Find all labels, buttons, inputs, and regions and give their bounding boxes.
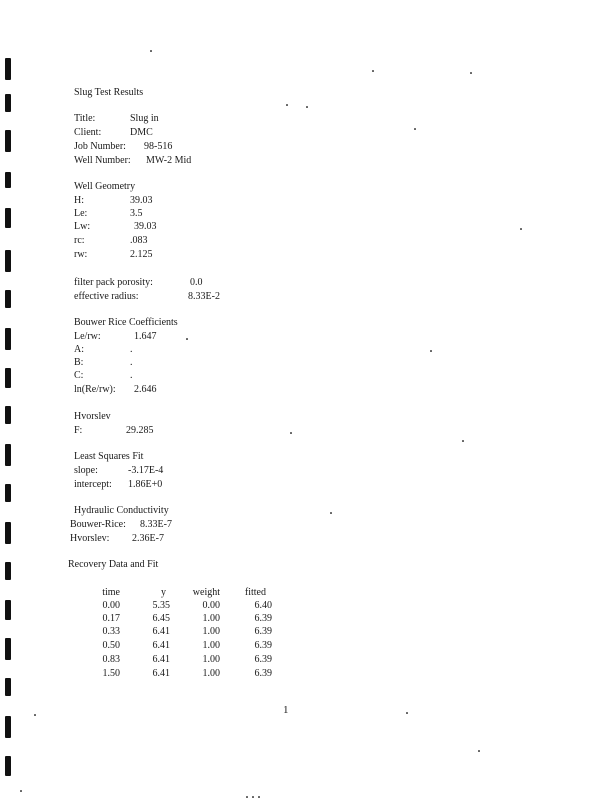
table-cell-time: 0.17	[102, 613, 120, 624]
bouwer-rice-k-label: Bouwer-Rice:	[70, 519, 126, 530]
slope-label: slope:	[74, 465, 98, 476]
page-number: 1	[283, 704, 289, 716]
b-label: B:	[74, 357, 84, 368]
punch-hole	[5, 756, 11, 776]
table-cell-time: 0.33	[102, 626, 120, 637]
punch-hole	[5, 290, 11, 308]
table-cell-fitted: 6.39	[254, 613, 272, 624]
punch-hole	[5, 444, 11, 466]
punch-hole	[5, 172, 11, 188]
recovery-data-heading: Recovery Data and Fit	[68, 559, 159, 570]
table-cell-time: 0.83	[102, 654, 120, 665]
ln-re-rw-label: ln(Re/rw):	[74, 384, 116, 395]
job-number-value: 98-516	[144, 141, 173, 152]
scan-speck	[470, 72, 472, 74]
scan-speck	[406, 712, 408, 714]
table-cell-fitted: 6.40	[254, 600, 272, 611]
le-rw-value: 1.647	[134, 331, 157, 342]
scan-speck	[330, 512, 332, 514]
least-squares-heading: Least Squares Fit	[74, 451, 144, 462]
rc-label: rc:	[74, 235, 85, 246]
hvorslev-k-label: Hvorslev:	[70, 533, 110, 544]
table-cell-fitted: 6.39	[254, 626, 272, 637]
punch-hole	[5, 522, 11, 544]
client-value: DMC	[130, 127, 153, 138]
scan-speck	[186, 338, 188, 340]
le-label: Le:	[74, 208, 88, 219]
punch-hole	[5, 58, 11, 80]
punch-hole	[5, 600, 11, 620]
h-value: 39.03	[130, 195, 153, 206]
punch-hole	[5, 94, 11, 112]
table-cell-time: 1.50	[102, 668, 120, 679]
filter-pack-porosity-value: 0.0	[190, 277, 203, 288]
table-cell-y: 6.41	[152, 654, 170, 665]
punch-hole	[5, 250, 11, 272]
scan-speck	[246, 796, 248, 798]
rc-value: .083	[130, 235, 148, 246]
scan-speck	[286, 104, 288, 106]
table-cell-time: 0.50	[102, 640, 120, 651]
table-cell-weight: 1.00	[202, 626, 220, 637]
punch-hole	[5, 638, 11, 660]
rw-label: rw:	[74, 249, 88, 260]
f-label: F:	[74, 425, 83, 436]
table-cell-time: 0.00	[102, 600, 120, 611]
scan-speck	[462, 440, 464, 442]
punch-hole	[5, 562, 11, 580]
table-cell-y: 6.45	[152, 613, 170, 624]
table-cell-weight: 0.00	[202, 600, 220, 611]
scan-speck	[150, 50, 152, 52]
scan-speck	[306, 106, 308, 108]
scan-speck	[20, 790, 22, 792]
punch-hole	[5, 716, 11, 738]
well-geometry-heading: Well Geometry	[74, 181, 136, 192]
scan-speck	[478, 750, 480, 752]
a-label: A:	[74, 344, 84, 355]
scan-speck	[290, 432, 292, 434]
table-cell-y: 5.35	[152, 600, 170, 611]
scan-speck	[252, 796, 254, 798]
page-title: Slug Test Results	[74, 87, 144, 98]
scan-speck	[414, 128, 416, 130]
scan-speck	[430, 350, 432, 352]
table-cell-y: 6.41	[152, 668, 170, 679]
column-header-fitted: fitted	[244, 587, 266, 598]
punch-hole	[5, 328, 11, 350]
punch-hole	[5, 678, 11, 696]
c-label: C:	[74, 370, 84, 381]
table-cell-weight: 1.00	[202, 613, 220, 624]
scan-speck	[520, 228, 522, 230]
column-header-y: y	[161, 587, 166, 598]
scan-speck	[258, 796, 260, 798]
punch-hole	[5, 208, 11, 228]
hvorslev-heading: Hvorslev	[74, 411, 111, 422]
bouwer-rice-heading: Bouwer Rice Coefficients	[74, 317, 178, 328]
table-cell-fitted: 6.39	[254, 640, 272, 651]
table-cell-weight: 1.00	[202, 640, 220, 651]
table-cell-weight: 1.00	[202, 654, 220, 665]
ln-re-rw-value: 2.646	[134, 384, 157, 395]
table-cell-y: 6.41	[152, 640, 170, 651]
punch-hole	[5, 368, 11, 388]
rw-value: 2.125	[130, 249, 153, 260]
intercept-label: intercept:	[74, 479, 112, 490]
scan-speck	[372, 70, 374, 72]
slope-value: -3.17E-4	[128, 465, 164, 476]
lw-value: 39.03	[134, 221, 157, 232]
h-label: H:	[74, 195, 84, 206]
hvorslev-k-value: 2.36E-7	[132, 533, 164, 544]
title-value: Slug in	[130, 113, 159, 124]
well-number-value: MW-2 Mid	[146, 155, 192, 166]
effective-radius-value: 8.33E-2	[188, 291, 220, 302]
f-value: 29.285	[126, 425, 154, 436]
bouwer-rice-k-value: 8.33E-7	[140, 519, 172, 530]
effective-radius-label: effective radius:	[74, 291, 139, 302]
scan-speck	[34, 714, 36, 716]
table-cell-y: 6.41	[152, 626, 170, 637]
client-label: Client:	[74, 127, 102, 138]
punch-hole	[5, 130, 11, 152]
filter-pack-porosity-label: filter pack porosity:	[74, 277, 153, 288]
table-cell-weight: 1.00	[202, 668, 220, 679]
punch-hole	[5, 406, 11, 424]
punch-hole	[5, 484, 11, 502]
b-value: .	[130, 357, 133, 368]
le-rw-label: Le/rw:	[74, 331, 101, 342]
hydraulic-conductivity-heading: Hydraulic Conductivity	[74, 505, 169, 516]
column-header-weight: weight	[192, 587, 220, 598]
table-cell-fitted: 6.39	[254, 668, 272, 679]
c-value: .	[130, 370, 133, 381]
intercept-value: 1.86E+0	[128, 479, 163, 490]
le-value: 3.5	[130, 208, 143, 219]
well-number-label: Well Number:	[74, 155, 131, 166]
lw-label: Lw:	[74, 221, 91, 232]
job-number-label: Job Number:	[74, 141, 126, 152]
table-cell-fitted: 6.39	[254, 654, 272, 665]
title-label: Title:	[74, 113, 96, 124]
a-value: .	[130, 344, 133, 355]
column-header-time: time	[102, 587, 120, 598]
